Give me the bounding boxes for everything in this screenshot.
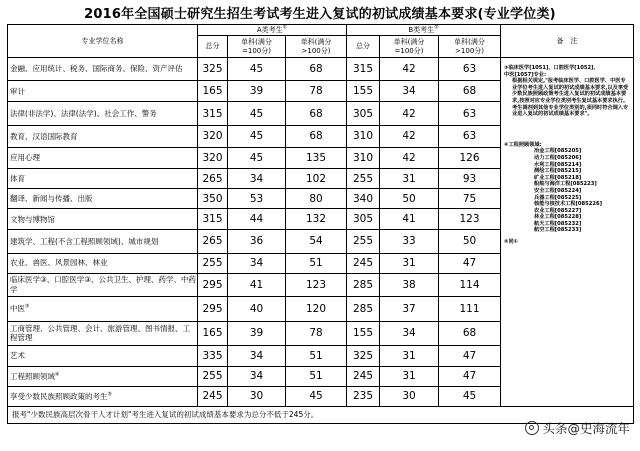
score-cell-a-s2: 78 — [286, 322, 347, 345]
score-cell-b-total: 325 — [347, 345, 380, 366]
score-cell-b-s2: 123 — [439, 209, 501, 230]
major-name-cell: 教育、汉语国际教育 — [8, 125, 198, 147]
header-a-sub100: 单科(满分 =100分) — [228, 36, 286, 58]
score-cell-a-s2: 120 — [286, 296, 347, 321]
score-cell-a-s1: 45 — [228, 147, 286, 168]
score-cell-a-s2: 135 — [286, 147, 347, 168]
score-cell-b-s2: 68 — [439, 81, 501, 102]
notes-cell — [501, 58, 634, 407]
major-name-cell: 中医③ — [8, 296, 198, 321]
score-cell-b-s1: 34 — [380, 322, 439, 345]
note-3-title: ③临床医学[1051]、口腔医学[1052]、 — [504, 65, 599, 71]
watermark — [525, 419, 630, 437]
engineering-field-item: 水利工程[085214] — [534, 161, 582, 168]
watermark-text: 头条@史海流年 — [542, 421, 630, 436]
score-cell-a-s1: 30 — [228, 386, 286, 406]
score-cell-a-s2: 132 — [286, 209, 347, 230]
score-cell-a-s2: 78 — [286, 81, 347, 102]
score-cell-b-total: 285 — [347, 296, 380, 321]
engineering-field-item: 动力工程[085206] — [534, 154, 582, 161]
score-cell-a-s2: 51 — [286, 366, 347, 386]
score-cell-b-s2: 47 — [439, 253, 501, 273]
score-cell-a-s1: 39 — [228, 322, 286, 345]
score-cell-a-s2: 123 — [286, 273, 347, 296]
engineering-field-item: 航天工程[085232] — [534, 220, 582, 227]
score-cell-a-s1: 36 — [228, 230, 286, 253]
score-cell-a-s2: 68 — [286, 58, 347, 81]
score-cell-a-s1: 34 — [228, 366, 286, 386]
score-cell-a-s1: 34 — [228, 345, 286, 366]
major-name-cell: 体育 — [8, 169, 198, 189]
score-cell-a-s2: 80 — [286, 189, 347, 209]
score-cell-b-total: 255 — [347, 169, 380, 189]
score-cell-b-s2: 45 — [439, 386, 501, 406]
score-cell-a-total: 165 — [198, 81, 228, 102]
score-cell-a-total: 255 — [198, 253, 228, 273]
major-name-cell: 工商管理、公共管理、会计、旅游管理、图书情报、工程管理 — [8, 322, 198, 345]
engineering-field-item: 航空工程[085233] — [534, 227, 582, 234]
score-cell-b-s1: 31 — [380, 253, 439, 273]
score-cell-a-total: 335 — [198, 345, 228, 366]
score-cell-a-s1: 39 — [228, 81, 286, 102]
score-cell-b-s1: 41 — [380, 209, 439, 230]
header-group-a: A类考生① — [198, 25, 347, 36]
score-cell-b-total: 315 — [347, 58, 380, 81]
score-cell-b-total: 305 — [347, 209, 380, 230]
engineering-field-item: 兵器工程[085225] — [534, 194, 582, 201]
score-cell-b-total: 285 — [347, 273, 380, 296]
score-cell-b-s1: 37 — [380, 296, 439, 321]
score-cell-b-s2: 63 — [439, 102, 501, 125]
score-cell-a-s2: 51 — [286, 253, 347, 273]
header-major-name: 专业学位名称 — [8, 25, 198, 58]
score-cell-a-s2: 102 — [286, 169, 347, 189]
header-a-total: 总分 — [198, 36, 228, 58]
score-cell-a-s2: 51 — [286, 345, 347, 366]
engineering-field-item: 安全工程[085224] — [534, 187, 582, 194]
score-cell-a-total: 315 — [198, 209, 228, 230]
score-cell-a-s1: 45 — [228, 58, 286, 81]
score-cell-b-s2: 68 — [439, 322, 501, 345]
engineering-field-item: 核能与核技术工程[085226] — [534, 201, 602, 208]
score-cell-b-s2: 63 — [439, 125, 501, 147]
score-cell-a-total: 265 — [198, 230, 228, 253]
toutiao-logo-icon — [525, 421, 539, 435]
score-cell-a-s1: 41 — [228, 273, 286, 296]
score-cell-a-total: 245 — [198, 386, 228, 406]
major-name-cell: 建筑学、工程(不含工程照顾领域)、城市规划 — [8, 230, 198, 253]
score-cell-a-s2: 68 — [286, 125, 347, 147]
score-cell-a-total: 315 — [198, 102, 228, 125]
score-cell-a-total: 295 — [198, 273, 228, 296]
score-cell-b-s2: 111 — [439, 296, 501, 321]
header-b-total: 总分 — [347, 36, 380, 58]
score-cell-b-s1: 50 — [380, 189, 439, 209]
score-cell-b-total: 310 — [347, 125, 380, 147]
major-name-cell: 翻译、新闻与传播、出版 — [8, 189, 198, 209]
score-cell-a-total: 320 — [198, 147, 228, 168]
header-b-sub100plus: 单科(满分 >100分) — [439, 36, 501, 58]
score-cell-b-s1: 31 — [380, 345, 439, 366]
score-cell-a-total: 165 — [198, 322, 228, 345]
score-cell-a-s2: 68 — [286, 102, 347, 125]
score-cell-b-s1: 33 — [380, 230, 439, 253]
major-name-cell: 审计 — [8, 81, 198, 102]
major-name-cell: 享受少数民族照顾政策的考生⑤ — [8, 386, 198, 406]
score-cell-b-s1: 42 — [380, 102, 439, 125]
note-3-title-2: 中医[1057]专业: — [504, 71, 547, 78]
score-cell-b-s2: 47 — [439, 366, 501, 386]
engineering-field-item: 测绘工程[085215] — [534, 168, 582, 175]
score-cell-b-s2: 75 — [439, 189, 501, 209]
score-cell-a-total: 295 — [198, 296, 228, 321]
header-a-sub100plus: 单科(满分 >100分) — [286, 36, 347, 58]
note-4-title: ④工程照顾领域: — [504, 141, 542, 148]
score-cell-b-s2: 47 — [439, 345, 501, 366]
note-3-body: 根据相关规定,"报考临床医学、口腔医学、中医专业学位考生进入复试的初试成绩基本要求,以及享受少数民族照顾政策考生进入复试的初试成绩基本要求,按照对应专业学位类别考生复试基本要求执行。考生调剂到其他专业学位类别的,须同时符合调入专业进入复试的初试成绩基本要求"。 — [512, 78, 629, 118]
score-cell-b-total: 255 — [347, 230, 380, 253]
major-name-cell: 工程照顾领域④ — [8, 366, 198, 386]
score-cell-a-total: 320 — [198, 125, 228, 147]
score-cell-b-s1: 31 — [380, 169, 439, 189]
score-cell-b-total: 245 — [347, 253, 380, 273]
score-cell-a-s1: 34 — [228, 169, 286, 189]
score-cell-b-s1: 38 — [380, 273, 439, 296]
score-cell-b-total: 235 — [347, 386, 380, 406]
score-cell-a-s1: 53 — [228, 189, 286, 209]
score-cell-b-total: 155 — [347, 81, 380, 102]
engineering-field-item: 农业工程[085227] — [534, 207, 582, 214]
score-cell-b-s1: 42 — [380, 58, 439, 81]
major-name-cell: 文物与博物馆 — [8, 209, 198, 230]
footer-note: 报考"少数民族高层次骨干人才计划"考生进入复试的初试成绩基本要求为总分不低于245分。 — [8, 406, 634, 423]
engineering-field-item: 冶金工程[085205] — [534, 148, 582, 155]
score-cell-a-s2: 54 — [286, 230, 347, 253]
major-name-cell: 临床医学③、口腔医学③、公共卫生、护理、药学、中药学 — [8, 273, 198, 296]
score-cell-a-s1: 40 — [228, 296, 286, 321]
engineering-field-item: 船舶与海洋工程[085223] — [534, 181, 597, 188]
score-cell-b-total: 155 — [347, 322, 380, 345]
score-cell-b-total: 305 — [347, 102, 380, 125]
major-name-cell: 应用心理 — [8, 147, 198, 168]
score-cell-b-s1: 30 — [380, 386, 439, 406]
major-name-cell: 艺术 — [8, 345, 198, 366]
score-cell-a-total: 325 — [198, 58, 228, 81]
header-group-b: B类考生② — [347, 25, 501, 36]
score-cell-b-s1: 42 — [380, 147, 439, 168]
score-cell-b-s2: 114 — [439, 273, 501, 296]
engineering-field-item: 矿业工程[085218] — [534, 174, 582, 181]
score-cell-a-s1: 34 — [228, 253, 286, 273]
table-row — [8, 58, 634, 81]
score-cell-b-s1: 31 — [380, 366, 439, 386]
table-body — [8, 58, 634, 424]
score-cell-b-s2: 126 — [439, 147, 501, 168]
header-notes: 备 注 — [501, 25, 634, 58]
note-5-title: ⑤同① — [504, 239, 519, 246]
major-name-cell: 农业、兽医、风景园林、林业 — [8, 253, 198, 273]
score-cell-b-total: 245 — [347, 366, 380, 386]
engineering-field-item: 林业工程[085228] — [534, 214, 582, 221]
score-cell-b-s2: 93 — [439, 169, 501, 189]
score-cell-b-total: 310 — [347, 147, 380, 168]
score-cell-b-total: 340 — [347, 189, 380, 209]
major-name-cell: 法律(非法学)、法律(法学)、社会工作、警务 — [8, 102, 198, 125]
major-name-cell: 金融、应用统计、税务、国际商务、保险、资产评估 — [8, 58, 198, 81]
score-cell-b-s2: 63 — [439, 58, 501, 81]
page-title: 2016年全国硕士研究生招生考试考生进入复试的初试成绩基本要求(专业学位类) — [84, 7, 556, 22]
score-cell-b-s1: 34 — [380, 81, 439, 102]
score-cell-b-s1: 42 — [380, 125, 439, 147]
score-cell-b-s2: 50 — [439, 230, 501, 253]
score-cell-a-total: 255 — [198, 366, 228, 386]
score-cell-a-s2: 45 — [286, 386, 347, 406]
header-b-sub100: 单科(满分 =100分) — [380, 36, 439, 58]
score-cell-a-total: 350 — [198, 189, 228, 209]
score-table — [7, 24, 634, 424]
score-cell-a-s1: 44 — [228, 209, 286, 230]
score-cell-a-total: 265 — [198, 169, 228, 189]
score-cell-a-s1: 45 — [228, 125, 286, 147]
score-cell-a-s1: 45 — [228, 102, 286, 125]
